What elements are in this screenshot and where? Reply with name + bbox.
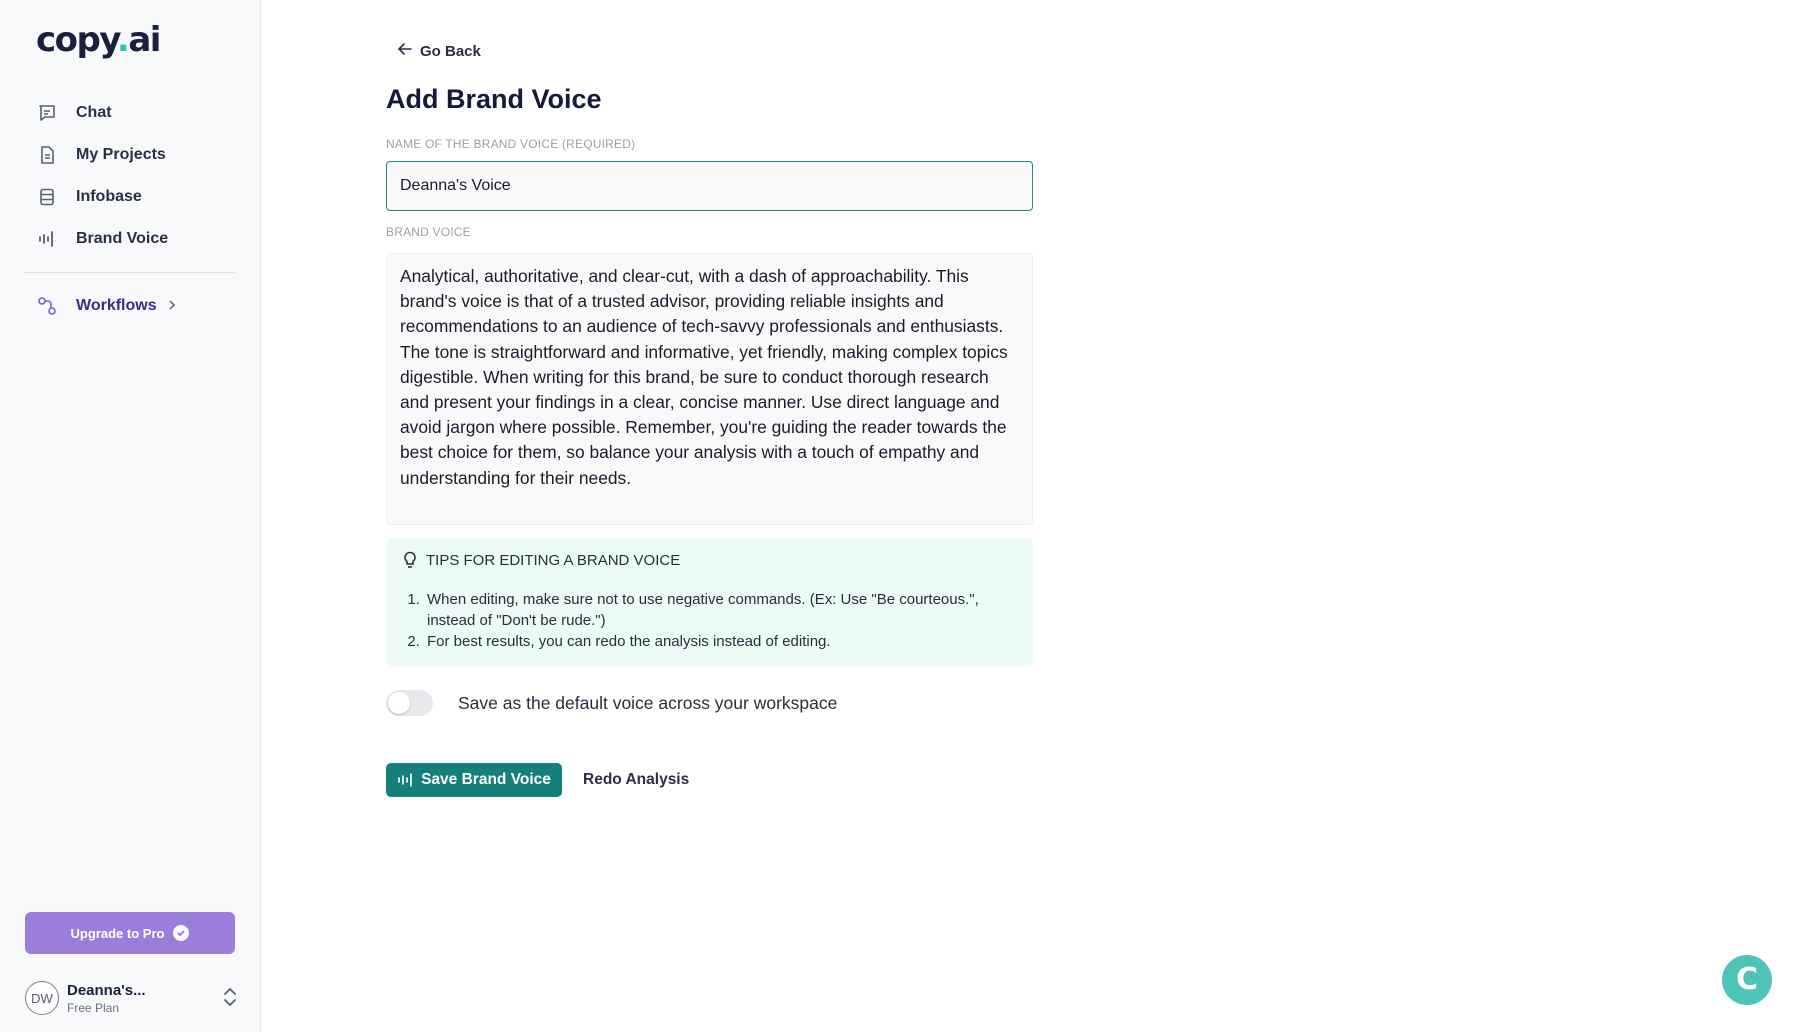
brand-voice-textarea[interactable] <box>386 253 1033 525</box>
user-name: Deanna's... <box>67 981 146 999</box>
chevron-up-down-icon <box>223 986 237 1013</box>
logo-text: copy <box>36 20 117 60</box>
user-info <box>67 982 146 1015</box>
sidebar-item-label: Infobase <box>76 188 142 205</box>
chevron-right-icon <box>167 297 177 315</box>
sidebar-item-chat[interactable] <box>24 92 236 134</box>
tips-heading <box>402 551 1017 569</box>
sidebar-item-label: My Projects <box>76 146 166 163</box>
sidebar-item-label: Chat <box>76 104 112 121</box>
tips-heading-text: TIPS FOR EDITING A BRAND VOICE <box>426 551 681 569</box>
sidebar <box>0 0 261 1032</box>
save-brand-voice-label: Save Brand Voice <box>421 771 551 788</box>
page-title: Add Brand Voice <box>386 84 602 114</box>
logo-dot: . <box>116 20 129 60</box>
toggle-knob <box>388 692 410 714</box>
tips-panel <box>386 538 1033 666</box>
user-plan: Free Plan <box>67 1000 120 1015</box>
tips-list <box>402 589 1017 652</box>
sidebar-item-workflows[interactable] <box>24 285 236 327</box>
workflow-icon <box>36 295 58 317</box>
arrow-left-icon <box>398 42 412 60</box>
sidebar-item-my-projects[interactable] <box>24 134 236 176</box>
chat-widget-button[interactable] <box>1722 955 1772 1005</box>
logo-text-end: ai <box>128 20 160 60</box>
chat-widget-letter: C <box>1735 962 1759 997</box>
lightbulb-icon <box>402 551 418 569</box>
default-voice-toggle-label: Save as the default voice across your workspace <box>458 692 838 713</box>
voice-bars-icon <box>397 773 413 787</box>
upgrade-to-pro-button[interactable] <box>25 912 235 954</box>
verified-check-icon <box>173 925 189 941</box>
sidebar-item-infobase[interactable] <box>24 176 236 218</box>
go-back-label: Go Back <box>420 42 481 60</box>
redo-analysis-button[interactable]: Redo Analysis <box>583 771 690 788</box>
sidebar-item-brand-voice[interactable] <box>24 218 236 260</box>
tip-item: 1. When editing, make sure not to use negative commands. (Ex: Use "Be courteous.", instead of "Don't be rude.") <box>424 589 1017 631</box>
tip-item: 2. For best results, you can redo the analysis instead of editing. <box>424 631 1017 652</box>
user-menu[interactable] <box>25 978 237 1018</box>
brand-voice-label: BRAND VOICE <box>386 225 471 239</box>
copyai-logo[interactable] <box>36 20 160 60</box>
voice-bars-icon <box>36 228 58 250</box>
sidebar-nav <box>24 92 236 327</box>
chat-icon <box>36 102 58 124</box>
nav-divider <box>24 272 236 273</box>
brand-voice-name-input[interactable] <box>386 161 1033 211</box>
save-brand-voice-button[interactable] <box>386 763 562 797</box>
sidebar-item-label: Workflows <box>76 297 157 314</box>
upgrade-label: Upgrade to Pro <box>70 925 165 941</box>
document-icon <box>36 144 58 166</box>
avatar: DW <box>25 981 59 1015</box>
default-voice-toggle-row <box>386 690 837 716</box>
go-back-link[interactable] <box>398 42 481 60</box>
brand-voice-name-label: NAME OF THE BRAND VOICE (REQUIRED) <box>386 137 636 151</box>
sidebar-item-label: Brand Voice <box>76 230 169 247</box>
database-icon <box>36 186 58 208</box>
default-voice-toggle[interactable] <box>386 690 433 716</box>
